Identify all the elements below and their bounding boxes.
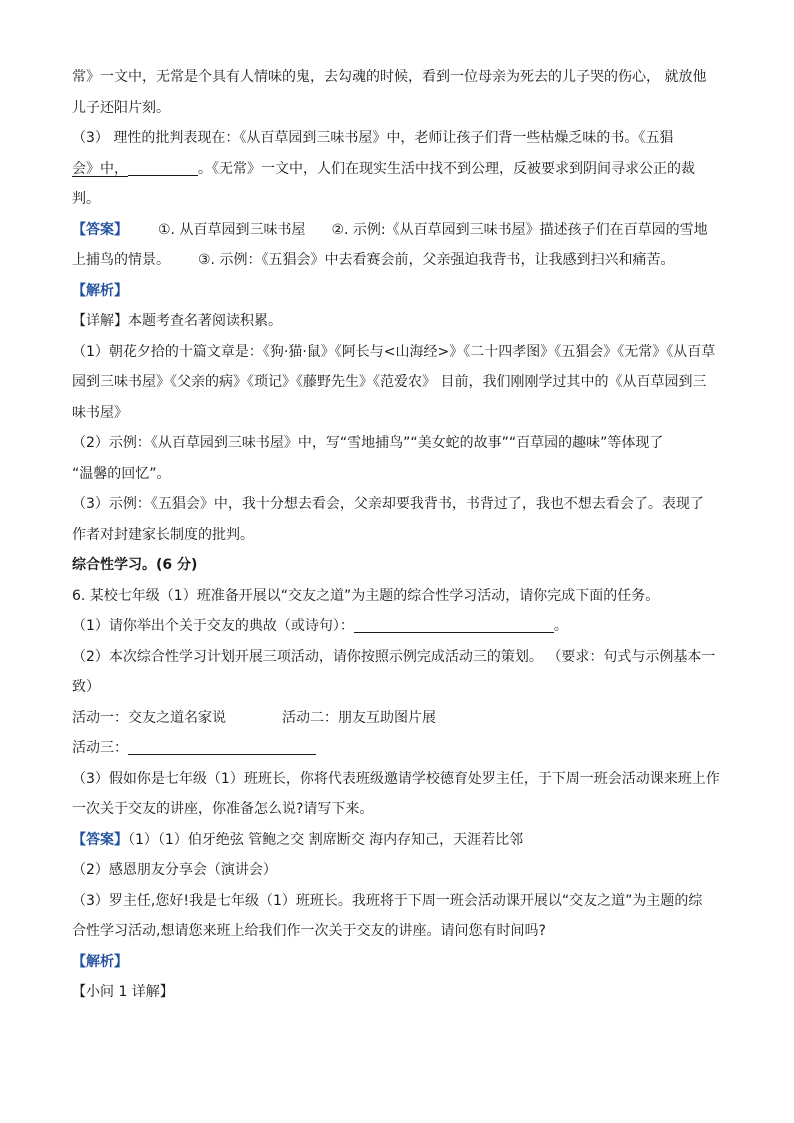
text-line: 【详解】本题考查名著阅读积累。 <box>72 313 282 329</box>
question-line: 活动一：交友之道名家说 活动二：朋友互助图片展 <box>72 709 436 726</box>
text-line: （3）示例：《五猖会》中，我十分想去看会，父亲却要我背书，书背过了，我也不想去看会了。表现了 <box>72 496 704 512</box>
answer-blank <box>128 737 316 755</box>
question-line: 活动三： <box>72 733 724 764</box>
answer-blank <box>354 615 554 633</box>
text-line: （1）朝花夕拾的十篇文章是：《狗·猫·鼠》《阿长与<山海经>》《二十四孝图》《五猖会》《无常》《从百草 <box>72 343 716 360</box>
text-line: 味书屋》 <box>72 404 128 421</box>
text-line: “温馨的回忆”。 <box>72 465 171 482</box>
answer-line: 合性学习活动,想请您来班上给我们作一次关于交友的讲座。请问您有时间吗? <box>72 923 546 939</box>
text-line: 园到三味书屋》《父亲的病》《琐记》《藤野先生》《范爱农》 目前，我们刚刚学过其中的《从百草园到三 <box>72 374 707 390</box>
answer-line: 【答案】（1）（1）伯牙绝弦 管鲍之交 割席断交 海内存知己，天涯若比邻 <box>72 831 524 848</box>
analysis-line <box>72 947 724 978</box>
answer-tag: 【答案】 <box>72 221 128 238</box>
text-line: 会》中， 。《无常》一文中，人们在现实生活中找不到公理，反被要求到阴间寻求公正的裁 <box>72 154 724 185</box>
text-line: 作者对封建家长制度的批判。 <box>72 526 254 543</box>
section-heading: 综合性学习。(6 分) <box>72 557 198 573</box>
analysis-tag: 【解析】 <box>72 282 128 299</box>
document-body <box>72 62 724 1008</box>
analysis-tag: 【解析】 <box>72 953 128 970</box>
question-line: （1）请你举出个关于交友的典故（或诗句）： 。 <box>72 611 724 642</box>
answer-line: （3）罗主任,您好!我是七年级（1）班班长。我班将于下周一班会活动课开展以“交友之道”为主题的综 <box>72 892 703 909</box>
question-line: （3）假如你是七年级（1）班班长，你将代表班级邀请学校德育处罗主任，于下周一班会活动课来班上作 <box>72 770 720 787</box>
question-line: （2）本次综合性学习计划开展三项活动，请你按照示例完成活动三的策划。 （要求：句式与示例基本一 <box>72 648 716 665</box>
answer-line: 【答案】 ①. 从百草园到三味书屋 ②. 示例:《从百草园到三味书屋》描述孩子们在百草园的雪地 <box>72 221 708 238</box>
text-line: 常》一文中，无常是个具有人情味的鬼，去勾魂的时候，看到一位母亲为死去的儿子哭的伤心， 就放他 <box>72 69 707 85</box>
text-line: （2）示例：《从百草园到三味书屋》中，写“雪地捕鸟”“美女蛇的故事”“百草园的趣味”等体现了 <box>72 435 664 451</box>
text-line: （3） 理性的批判表现在：《从百草园到三味书屋》中，老师让孩子们背一些枯燥乏味的书。《五猖 <box>72 130 674 146</box>
question-line: 致） <box>72 679 100 695</box>
text-line: 判。 <box>72 191 100 207</box>
question-line: 6. 某校七年级（1）班准备开展以“交友之道”为主题的综合性学习活动，请你完成下面的任务。 <box>72 587 660 604</box>
text-line: 儿子还阳片刻。 <box>72 99 170 116</box>
answer-tag: 【答案】 <box>72 831 128 848</box>
analysis-line <box>72 276 724 307</box>
text-line: 【小问 1 详解】 <box>72 984 174 1000</box>
question-line: 一次关于交友的讲座，你准备怎么说?请写下来。 <box>72 801 374 817</box>
answer-blank <box>128 158 198 176</box>
answer-line: 上捕鸟的情景。 ③. 示例：《五猖会》中去看赛会前，父亲强迫我背书，让我感到扫兴和痛苦。 <box>72 252 675 268</box>
answer-line: （2）感恩朋友分享会（演讲会） <box>72 862 277 878</box>
